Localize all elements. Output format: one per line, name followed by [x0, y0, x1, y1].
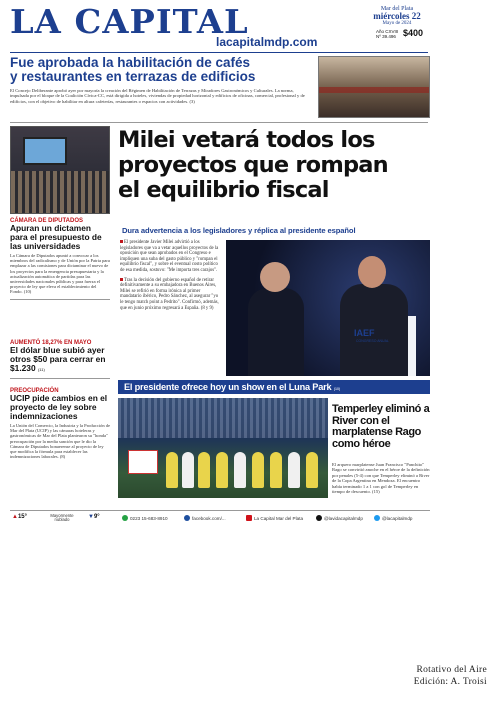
iaef-logo: IAEF: [354, 328, 375, 338]
tiktok-link[interactable]: @lavidacapitalmdp: [316, 515, 363, 521]
photo-detail: [319, 87, 429, 93]
website-link[interactable]: lacapitalmdp.com: [216, 35, 318, 49]
twitter-link[interactable]: @lacapitalmdp: [374, 515, 412, 521]
section-label: PREOCUPACIÓN: [10, 388, 59, 394]
credits-line: Edición: A. Troisi: [413, 677, 487, 687]
council-session-photo[interactable]: [318, 56, 430, 118]
newspaper-front-page: [6, 4, 432, 526]
left-story-headline[interactable]: Apuran un dictamen para el presupuesto de las universidades: [10, 223, 102, 251]
left-story-body: La Unión del Comercio, la Industria y la Producción de Mar del Plata (UCIP) y las cámaras hoteleras y gastronómicas de Mar del Plata plantearon su "honda" preocupación por la media sanción que le dio la Cámara de Diputados bonaerense al proyecto de ley que modifica la fórmula para establecer las indemnizaciones laborales. (8): [10, 423, 110, 460]
left-story-headline[interactable]: El dólar blue subió ayer otros $50 para cerrar en $1.230 (11): [10, 345, 106, 373]
section-divider: [10, 122, 428, 123]
photo-detail: [166, 452, 178, 488]
top-story[interactable]: [10, 56, 310, 104]
masthead: [6, 4, 432, 50]
left-story-dolar[interactable]: [10, 340, 110, 379]
date-block: [364, 6, 430, 26]
photo-detail: [128, 450, 158, 474]
temp-high: ▲15°: [12, 514, 28, 520]
bullet-icon: [120, 278, 123, 281]
whatsapp-contact[interactable]: 0223 15-683-8910: [122, 515, 168, 521]
photo-detail: [248, 288, 304, 376]
whatsapp-icon: [122, 515, 128, 521]
milei-photo[interactable]: [226, 240, 430, 376]
photo-detail: [23, 137, 67, 165]
twitter-icon: [374, 515, 380, 521]
left-story-ucip[interactable]: [10, 388, 110, 459]
edition-info: [376, 29, 398, 39]
city-label: Mar del Plata: [380, 6, 414, 12]
price-label: $400: [403, 28, 424, 38]
arrow-down-icon: ▼: [88, 514, 94, 520]
date-label: Mayo de 2024: [382, 21, 412, 26]
arrow-up-icon: ▲: [12, 514, 18, 520]
photo-detail: [198, 452, 210, 488]
youtube-link[interactable]: La Capital Mar del Plata: [246, 515, 303, 521]
youtube-icon: [246, 515, 252, 521]
section-label: CÁMARA DE DIPUTADOS: [10, 218, 83, 224]
divider: [10, 378, 110, 379]
edition-number: Nº 39.496: [376, 34, 396, 39]
divider: [10, 299, 110, 300]
photo-detail: [11, 171, 109, 213]
top-story-headline[interactable]: Fue aprobada la habilitación de cafés y restaurantes en terrazas de edificios: [10, 55, 256, 84]
masthead-divider: [10, 52, 428, 53]
credits: [414, 664, 487, 688]
left-story-body: La Cámara de Diputados apuntó a convocar a los miembros del radicalismo y de Unión por la Patria para emplazar a las comisiones para dictaminar el nuevo de los proyectos para la emergencia presupuestaria y la actualización automática de partidas para las universidades nacionales públicas y para fuerza el proyecto de ley que eleva el establecimiento del Fondo. (10): [10, 253, 110, 295]
photo-detail: [358, 256, 386, 288]
bullet-icon: [120, 240, 123, 243]
luna-park-banner[interactable]: El presidente ofrece hoy un show en el Luna Park (10): [118, 380, 430, 394]
tiktok-icon: [316, 515, 322, 521]
weather-label: Mayormente nublado: [50, 513, 74, 523]
iaef-subtitle: CONGRESO ANUAL: [356, 339, 389, 343]
photo-detail: [216, 452, 228, 488]
top-story-body: El Concejo Deliberante aprobó ayer por mayoría la creación del Régimen de Habilitación de Terrazas y Miradores Gastronómicos y Culturales. La norma, impulsada por el bloque de la Coalición Cívica-CC, está dirigida a hoteles, viviendas de propiedad horizontal y edificios de oficinas, comercial, profesional y de edificios, con el objetivo de habilitar en altura cafeterías, restaurantes o espacios con actividades. (3): [10, 88, 305, 104]
weekday-label: miércoles 22: [373, 11, 421, 21]
photo-detail: [234, 452, 246, 488]
left-story-diputados[interactable]: [10, 218, 110, 300]
chamber-photo[interactable]: [10, 126, 110, 214]
newspaper-logo[interactable]: LA CAPITAL: [10, 4, 249, 41]
photo-detail: [118, 398, 328, 438]
facebook-icon: [184, 515, 190, 521]
photo-detail: [260, 262, 290, 292]
photo-detail: [182, 452, 194, 488]
photo-detail: [270, 452, 282, 488]
main-story-body: El presidente Javier Milei advirtió a los legisladores que va a vetar aquellos proyectos de la oposición que sean aprobados en el Congreso e impliquen una suba del gasto público y "rompan el equilibrio fiscal", y sobre el eventual costo político de esa medida, sostuvo: "Me importa tres carajos". Tras la decisión del gobierno español de retirar definitivamente a su embajadora en Buenos Aires, Milei se refirió en forma irónica al primer mandatario ibérico, Pedro Sánchez, al asegurar "yo le tengo match point a Pedrito". Confirmó, además, que en junio próximo regresará a España. (8 y 9): [120, 240, 219, 311]
main-deck: Dura advertencia a los legisladores y réplica al presidente español: [122, 226, 356, 235]
facebook-link[interactable]: facebook.com/...: [184, 515, 226, 521]
edition-year: Año CXVIII: [376, 29, 399, 34]
footer-bar: [10, 510, 430, 524]
photo-detail: [288, 452, 300, 488]
photo-detail: [252, 452, 264, 488]
section-label: AUMENTÓ 18,27% EN MAYO: [10, 340, 92, 346]
sports-body: El arquero marplatense Juan Francisco "Panchito" Rago se convirtió anoche en el héroe de la definición por penales (5-4) con que Temperley eliminó a River de la Copa Argentina en Mendoza. El encuentro había terminado 1 a 1 con gol de Temperley en tiempo de descuento. (15): [332, 462, 430, 495]
photo-detail: [306, 452, 318, 488]
temp-low: ▼9°: [88, 514, 100, 520]
left-story-headline[interactable]: UCIP pide cambios en el proyecto de ley sobre indemnizaciones: [10, 393, 108, 421]
temperley-photo[interactable]: [118, 398, 328, 498]
sports-headline[interactable]: Temperley eliminó a River con el marplatense Rago como héroe: [332, 403, 430, 450]
credits-line: Rotativo del Aire: [416, 665, 487, 675]
main-headline[interactable]: Milei vetará todos los proyectos que rompan el equilibrio fiscal: [118, 127, 388, 203]
